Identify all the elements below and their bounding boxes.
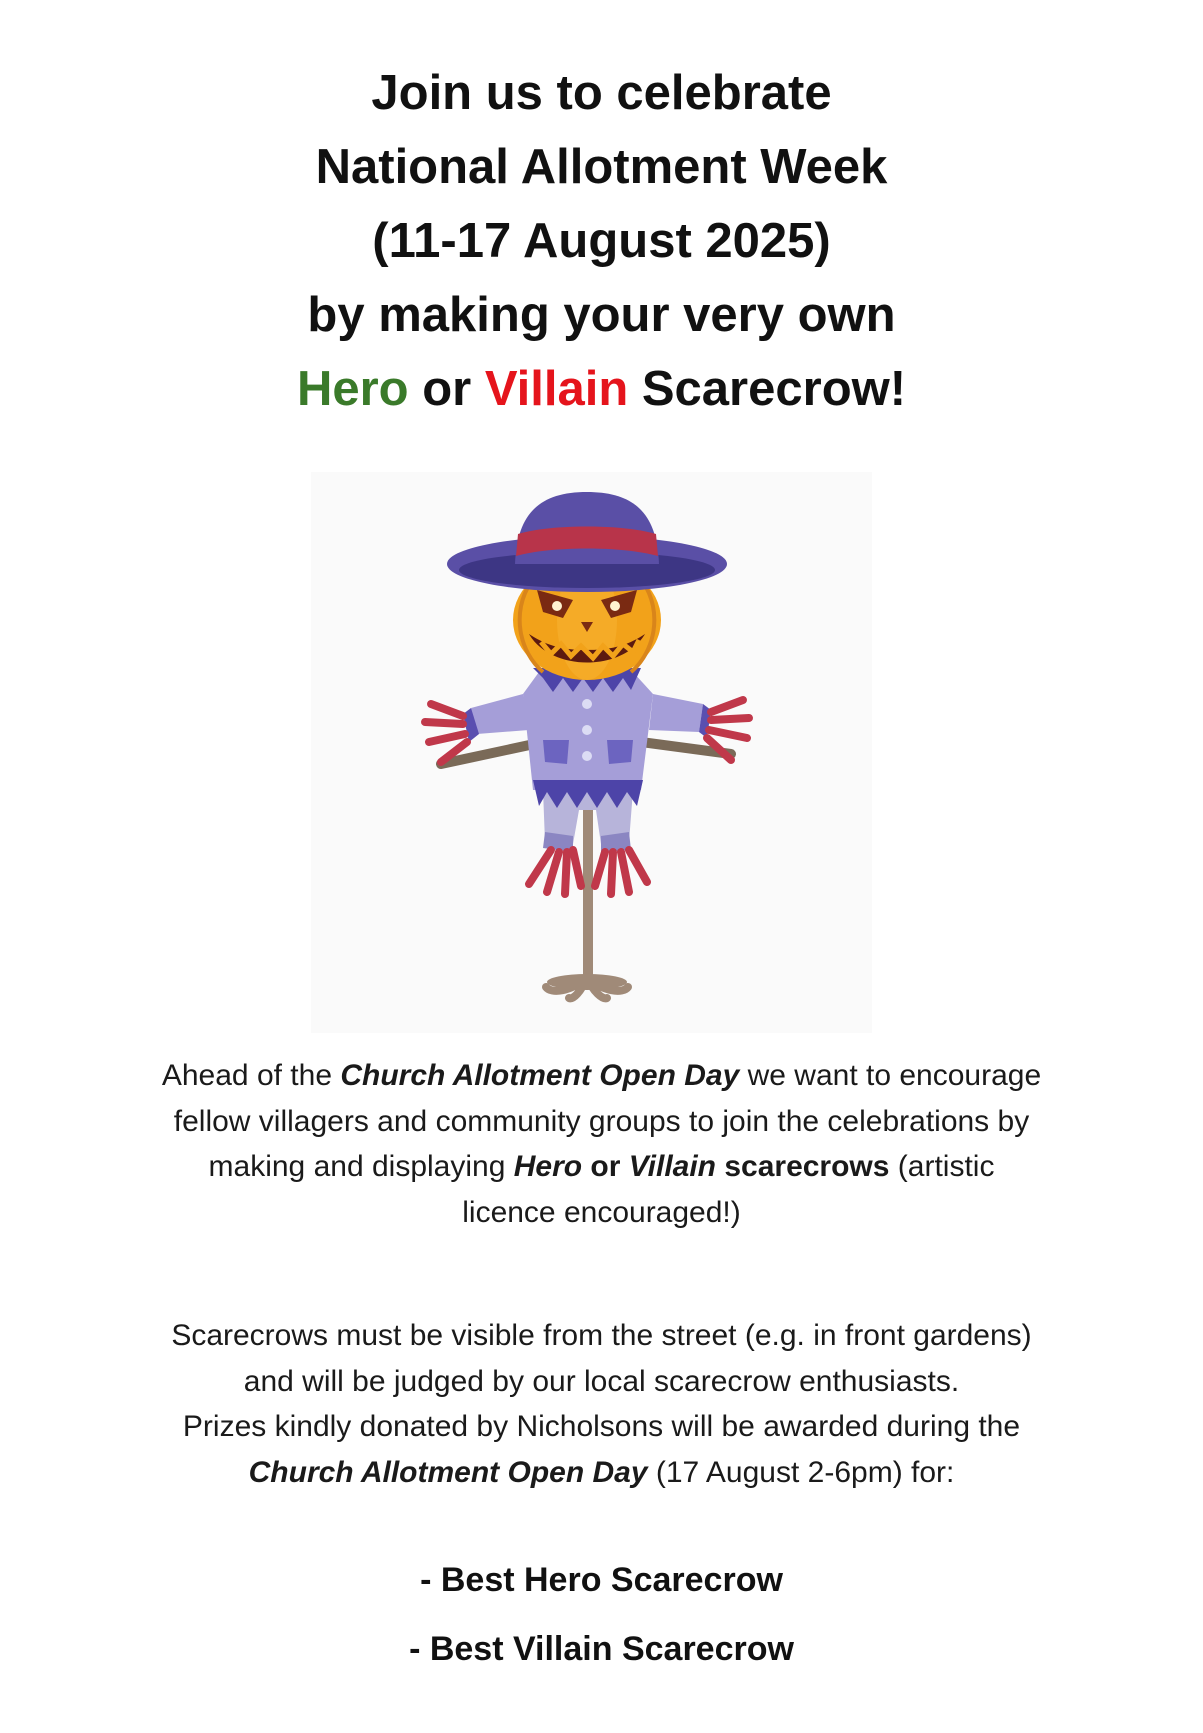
open-day-name: Church Allotment Open Day [340, 1059, 740, 1092]
rules-paragraph [0, 1313, 1203, 1495]
headline-line-4: by making your very own [307, 288, 896, 342]
headline-line-2: National Allotment Week [315, 140, 888, 194]
rules-text: (17 August 2-6pm) for: [647, 1455, 955, 1489]
hero-word: Hero [296, 362, 409, 416]
prize-best-villain: - Best Villain Scarecrow [409, 1630, 794, 1668]
headline-or: or [408, 362, 485, 416]
scarecrow-illustration [311, 472, 872, 1033]
headline [0, 56, 1203, 426]
intro-line-4: licence encouraged!) [462, 1195, 741, 1229]
rules-line-2: and will be judged by our local scarecrow enthusiasts. [243, 1364, 960, 1398]
intro-text: we want to encourage [739, 1059, 1042, 1092]
headline-line-5 [0, 352, 1203, 426]
headline-line-3: (11-17 August 2025) [372, 214, 831, 268]
intro-text: making and displaying [208, 1150, 514, 1183]
intro-line-2: fellow villagers and community groups to join the celebrations by [173, 1104, 1030, 1138]
prize-best-hero: - Best Hero Scarecrow [420, 1561, 783, 1599]
rules-line-1: Scarecrows must be visible from the street (e.g. in front gardens) [171, 1319, 1032, 1352]
headline-line-1: Join us to celebrate [371, 66, 832, 120]
intro-text: Ahead of the [161, 1059, 341, 1092]
rules-line-4 [0, 1450, 1203, 1496]
scarecrows-emphasis: scarecrows [716, 1150, 890, 1183]
intro-line-3 [0, 1144, 1203, 1190]
villain-emphasis: Villain [628, 1150, 716, 1183]
hero-emphasis: Hero [513, 1150, 583, 1183]
intro-text: (artistic [889, 1150, 995, 1183]
villain-word: Villain [484, 362, 629, 416]
intro-paragraph [0, 1053, 1203, 1235]
headline-scarecrow: Scarecrow! [628, 362, 907, 416]
scarecrow-pumpkin-icon [311, 472, 872, 1033]
intro-line-1 [0, 1053, 1203, 1099]
rules-line-3: Prizes kindly donated by Nicholsons will be awarded during the [182, 1410, 1021, 1443]
or-emphasis: or [582, 1150, 629, 1183]
open-day-name: Church Allotment Open Day [248, 1455, 648, 1489]
